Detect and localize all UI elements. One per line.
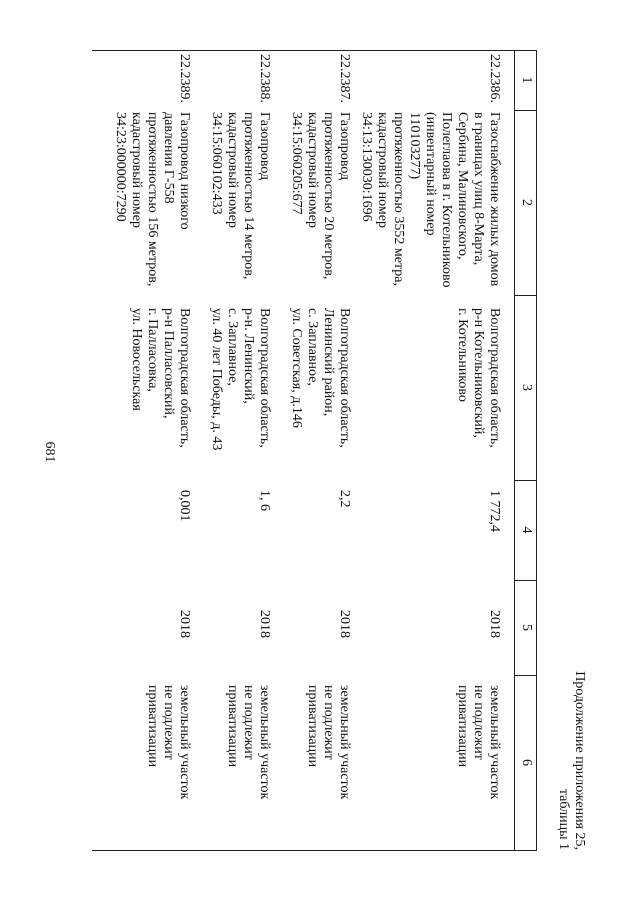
- object-year: 2018: [257, 610, 272, 638]
- table-row: [277, 50, 352, 850]
- column-header-6: 6: [519, 759, 534, 766]
- rotated-table-sheet: [67, 50, 587, 850]
- row-number: 22.2387.: [337, 54, 352, 103]
- row-number: 22.2388.: [257, 54, 272, 103]
- page-number-text: 681: [42, 441, 57, 463]
- object-address: Волгоградская область, р-н Палласовский, г. Палласовка, ул. Новосельская: [129, 308, 192, 448]
- column-header-2: 2: [519, 199, 534, 206]
- object-note: земельный участок не подлежит приватизации: [225, 685, 272, 800]
- column-header-4: 4: [519, 526, 534, 534]
- object-note: земельный участок не подлежит приватизации: [305, 685, 352, 800]
- object-name: Газопровод протяженностью 20 метров, кадастровый номер 34:15:060205:677: [289, 112, 352, 280]
- object-year: 2018: [487, 610, 502, 638]
- object-area: 2,2: [337, 490, 352, 508]
- column-separator: [92, 850, 537, 851]
- object-name: Газопровод протяженностью 14 метров, кадастровый номер 34:15:060102:433: [209, 112, 272, 280]
- row-number: 22.2386.: [487, 54, 502, 103]
- table-row: [97, 50, 192, 850]
- object-year: 2018: [337, 610, 352, 638]
- object-name: Газопровод низкого давления Г-558 протяженностью 156 метров, кадастровый номер 34:23:000000:7290: [113, 112, 192, 287]
- column-header-1: 1: [519, 76, 534, 84]
- object-area: 1 772,4: [487, 490, 502, 532]
- object-area: 0,001: [177, 490, 192, 522]
- object-area: 1, 6: [257, 490, 272, 511]
- row-number: 22.2389.: [177, 54, 192, 103]
- continuation-line-2: таблицы 1: [556, 788, 571, 850]
- table-row: [197, 50, 272, 850]
- object-note: земельный участок не подлежит приватизации: [455, 685, 502, 800]
- column-header-5: 5: [519, 624, 534, 631]
- object-year: 2018: [177, 610, 192, 638]
- object-address: Волгоградская область, р-н Котельниковский, г. Котельниково: [455, 308, 502, 448]
- object-note: земельный участок не подлежит приватизации: [145, 685, 192, 800]
- table-row: [359, 50, 502, 850]
- object-address: Волгоградская область, р-н. Ленинский, с. Заплавное, ул. 40 лет Победы, д. 43: [209, 308, 272, 451]
- data-table: [92, 50, 537, 850]
- continuation-line-1: Продолжение приложения 25,: [572, 671, 587, 850]
- continuation-note: [555, 50, 587, 850]
- object-address: Волгоградская область, Ленинский район, с. Заплавное, ул. Советская, д.146: [289, 308, 352, 448]
- column-header-3: 3: [519, 384, 534, 391]
- object-name: Газоснабжение жилых домов в границах улиц 8-Марта, Сербина, Малиновского, Полеглаова в г. Котельниково (инвентарный номер 110103277) протяженностью 3552 метра, кадастровый номер 34:13:130030:1696: [359, 112, 502, 288]
